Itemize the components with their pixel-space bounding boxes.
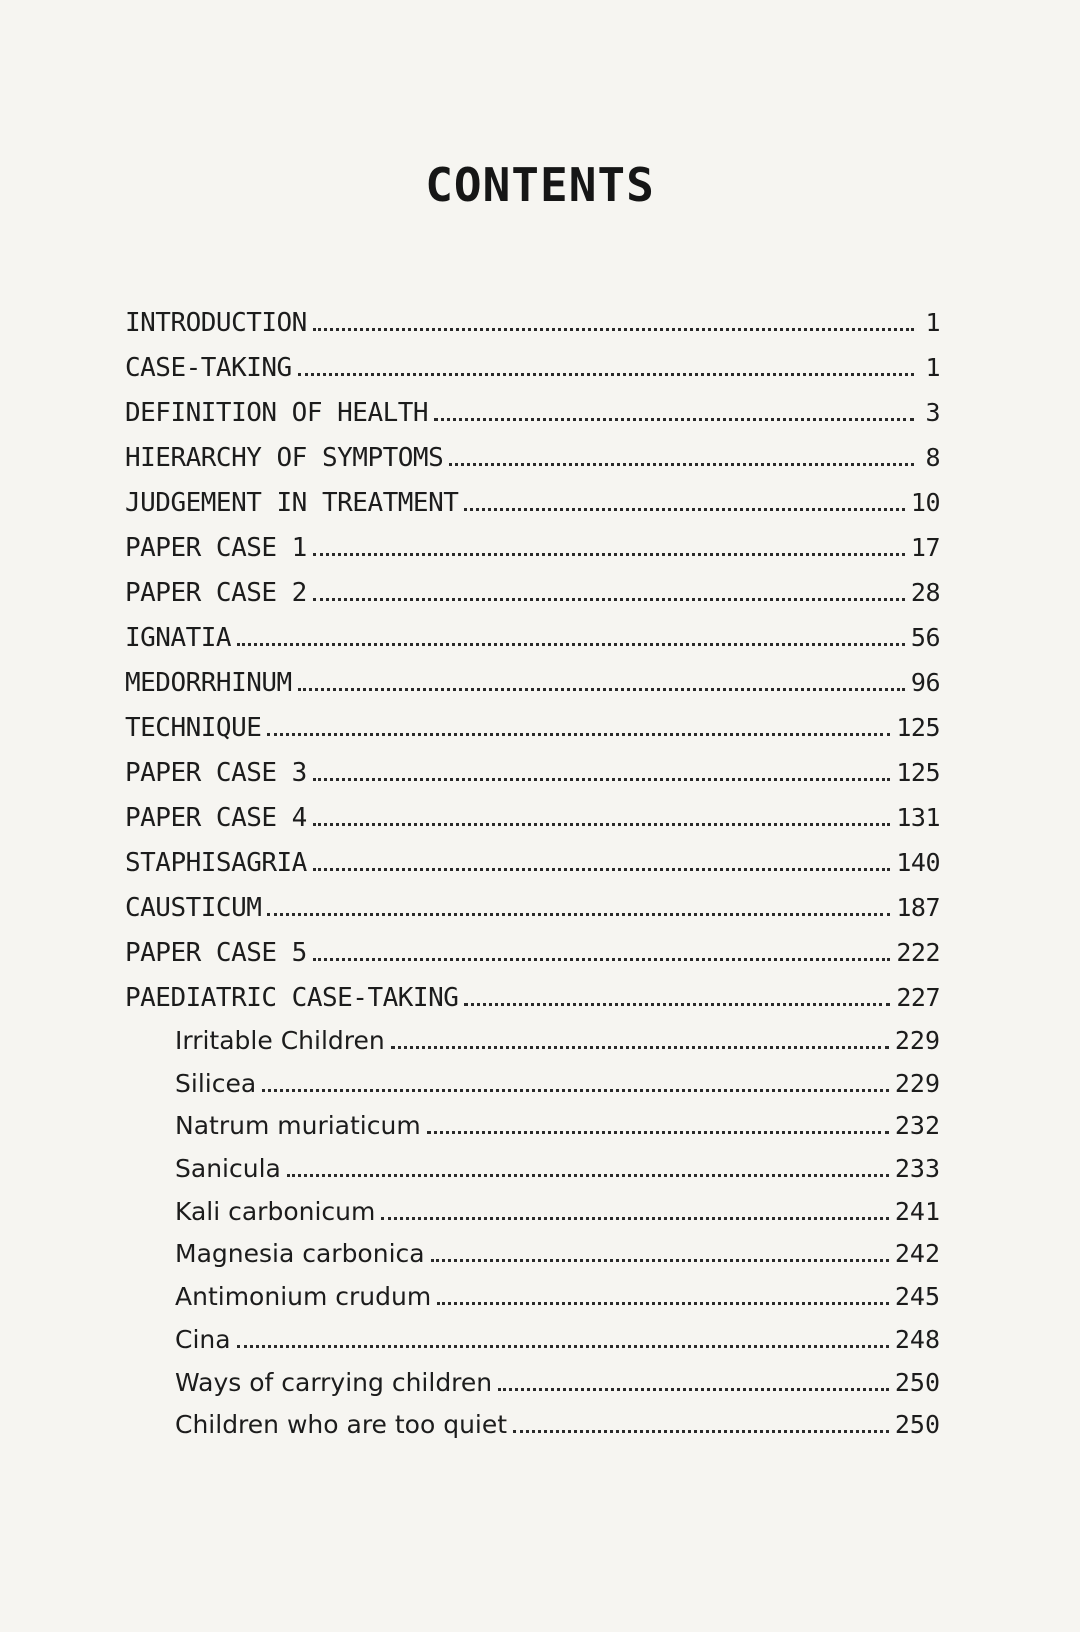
entry-title: IGNATIA	[125, 623, 232, 653]
toc-entry	[125, 750, 940, 795]
toc-sub-entry	[125, 1362, 940, 1405]
entry-page-number: 10	[910, 488, 940, 517]
toc-entry	[125, 885, 940, 930]
entry-page-number: 125	[896, 713, 940, 742]
entry-page-number: 250	[894, 1410, 940, 1440]
toc-entry	[125, 840, 940, 885]
page-title: CONTENTS	[425, 158, 655, 212]
entry-title: Silicea	[175, 1068, 257, 1098]
entry-page-number: 227	[896, 983, 940, 1012]
entry-page-number: 131	[896, 803, 940, 832]
toc-entry	[125, 570, 940, 615]
dot-leader	[267, 913, 890, 916]
entry-page-number: 140	[896, 848, 940, 877]
toc-sub-entry	[125, 1191, 940, 1234]
toc-entry	[125, 975, 940, 1020]
toc-entry	[125, 345, 940, 390]
toc-sub-entry	[125, 1276, 940, 1319]
toc-sub-entry	[125, 1233, 940, 1276]
entry-title: PAPER CASE 1	[125, 533, 307, 563]
toc-entry	[125, 480, 940, 525]
toc-sub-entry	[125, 1105, 940, 1148]
entry-title: PAPER CASE 3	[125, 758, 307, 788]
entry-page-number: 1	[925, 353, 940, 382]
entry-page-number: 28	[910, 578, 940, 607]
entry-title: PAEDIATRIC CASE-TAKING	[125, 983, 459, 1013]
dot-leader	[449, 463, 914, 466]
entry-title: Sanicula	[175, 1154, 281, 1184]
entry-title: STAPHISAGRIA	[125, 848, 307, 878]
entry-page-number: 187	[896, 893, 940, 922]
entry-page-number: 1	[925, 308, 940, 337]
entry-page-number: 96	[910, 668, 940, 697]
dot-leader	[267, 733, 890, 736]
entry-page-number: 17	[910, 533, 940, 562]
dot-leader	[431, 1259, 889, 1262]
toc-sub-entry	[125, 1319, 940, 1362]
toc-entry	[125, 390, 940, 435]
dot-leader	[313, 553, 905, 556]
entry-title: Antimonium crudum	[175, 1282, 432, 1312]
dot-leader	[434, 418, 914, 421]
toc-main-list	[125, 300, 940, 1020]
toc-sub-entry	[125, 1404, 940, 1447]
entry-page-number: 229	[894, 1068, 940, 1098]
dot-leader	[313, 868, 891, 871]
table-of-contents	[125, 300, 940, 1447]
entry-title: DEFINITION OF HEALTH	[125, 398, 429, 428]
entry-title: HIERARCHY OF SYMPTOMS	[125, 443, 444, 473]
entry-page-number: 250	[894, 1367, 940, 1397]
entry-page-number: 3	[925, 398, 940, 427]
entry-title: PAPER CASE 2	[125, 578, 307, 608]
dot-leader	[391, 1046, 889, 1049]
entry-page-number: 233	[894, 1154, 940, 1184]
dot-leader	[464, 1003, 890, 1006]
dot-leader	[298, 373, 914, 376]
entry-page-number: 245	[894, 1282, 940, 1312]
toc-entry	[125, 705, 940, 750]
dot-leader	[287, 1174, 889, 1177]
dot-leader	[262, 1089, 889, 1092]
dot-leader	[313, 778, 891, 781]
dot-leader	[313, 328, 914, 331]
entry-title: CAUSTICUM	[125, 893, 262, 923]
entry-title: PAPER CASE 4	[125, 803, 307, 833]
entry-title: Magnesia carbonica	[175, 1239, 425, 1269]
entry-page-number: 8	[925, 443, 940, 472]
entry-page-number: 56	[910, 623, 940, 652]
toc-entry	[125, 615, 940, 660]
toc-sub-entry	[125, 1148, 940, 1191]
toc-sub-entry	[125, 1020, 940, 1063]
dot-leader	[464, 508, 905, 511]
entry-page-number: 248	[894, 1324, 940, 1354]
entry-title: TECHNIQUE	[125, 713, 262, 743]
toc-entry	[125, 930, 940, 975]
entry-title: Cina	[175, 1324, 231, 1354]
dot-leader	[427, 1131, 889, 1134]
toc-entry	[125, 525, 940, 570]
entry-title: Kali carbonicum	[175, 1196, 376, 1226]
entry-title: JUDGEMENT IN TREATMENT	[125, 488, 459, 518]
entry-page-number: 125	[896, 758, 940, 787]
toc-entry	[125, 795, 940, 840]
entry-title: Irritable Children	[175, 1026, 385, 1055]
entry-title: Ways of carrying children	[175, 1367, 493, 1397]
dot-leader	[498, 1388, 889, 1391]
toc-entry	[125, 660, 940, 705]
entry-page-number: 222	[896, 938, 940, 967]
entry-page-number: 232	[894, 1111, 940, 1141]
dot-leader	[381, 1217, 888, 1220]
dot-leader	[313, 598, 905, 601]
dot-leader	[237, 1345, 889, 1348]
dot-leader	[237, 643, 905, 646]
entry-title: CASE-TAKING	[125, 353, 292, 383]
entry-title: Children who are too quiet	[175, 1410, 508, 1440]
entry-title: INTRODUCTION	[125, 308, 307, 338]
toc-sub-entry	[125, 1063, 940, 1106]
dot-leader	[437, 1302, 889, 1305]
entry-title: Natrum muriaticum	[175, 1111, 421, 1141]
entry-page-number: 242	[894, 1239, 940, 1269]
dot-leader	[298, 688, 905, 691]
entry-title: MEDORRHINUM	[125, 668, 292, 698]
entry-page-number: 229	[894, 1026, 940, 1055]
toc-sub-list	[125, 1020, 940, 1447]
dot-leader	[313, 823, 891, 826]
dot-leader	[313, 958, 891, 961]
entry-title: PAPER CASE 5	[125, 938, 307, 968]
entry-page-number: 241	[894, 1196, 940, 1226]
toc-entry	[125, 435, 940, 480]
toc-entry	[125, 300, 940, 345]
dot-leader	[513, 1430, 889, 1433]
